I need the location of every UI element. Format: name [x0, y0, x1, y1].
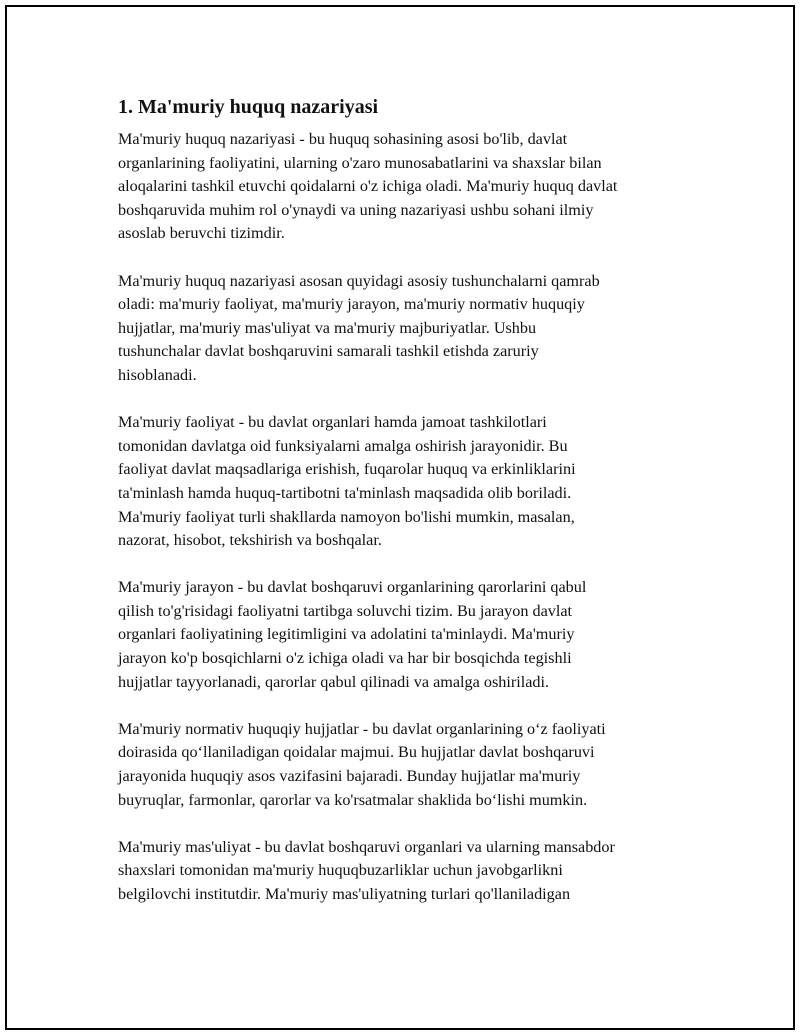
paragraph-administrative-liability: Ma'muriy mas'uliyat - bu davlat boshqaruvi organlari va ularning mansabdor shaxslari tomonidan ma'muriy huquqbuzarliklar uchun javobgarlikni belgilovchi institutdir. Ma'muriy mas'uliyatning turlari qo'llaniladigan [118, 837, 615, 903]
paragraph-concepts: Ma'muriy huquq nazariyasi asosan quyidagi asosiy tushunchalarni qamrab oladi: ma'muriy faoliyat, ma'muriy jarayon, ma'muriy normativ huquqiy hujjatlar, ma'muriy mas'uliyat va ma'muriy majburiyatlar. Ushbu tushunchalar davlat boshqaruvini samarali tashkil etishda zaruriy hisoblanadi. [118, 271, 600, 384]
section-title: 1. Ma'muriy huquq nazariyasi [118, 96, 379, 118]
paragraph-normative-acts: Ma'muriy normativ huquqiy hujjatlar - bu davlat organlarining o‘z faoliyati doirasida qo‘llaniladigan qoidalar majmui. Bu hujjatlar davlat boshqaruvi jarayonida huquqiy asos vazifasini bajaradi. Bunday hujjatlar ma'muriy buyruqlar, farmonlar, qarorlar va ko'rsatmalar shaklida bo‘lishi mumkin. [118, 719, 606, 809]
document-body [118, 94, 698, 930]
paragraph-administrative-process: Ma'muriy jarayon - bu davlat boshqaruvi organlarining qarorlarini qabul qilish to'g'risidagi faoliyatni tartibga soluvchi tizim. Bu jarayon davlat organlari faoliyatining legitimligini va adolatini ta'minlaydi. Ma'muriy jarayon ko'p bosqichlarni o'z ichiga oladi va har bir bosqichda tegishli hujjatlar tayyorlanadi, qarorlar qabul qilinadi va amalga oshiriladi. [118, 578, 587, 691]
paragraph-intro: Ma'muriy huquq nazariyasi - bu huquq sohasining asosi bo'lib, davlat organlarining faoliyatini, ularning o'zaro munosabatlarini va shaxslar bilan aloqalarini tashkil etuvchi qoidalarni o'z ichiga oladi. Ma'muriy huquq davlat boshqaruvida muhim rol o'ynaydi va uning nazariyasi ushbu sohani ilmiy asoslab beruvchi tizimdir. [118, 130, 618, 243]
paragraph-administrative-activity: Ma'muriy faoliyat - bu davlat organlari hamda jamoat tashkilotlari tomonidan davlatga oid funksiyalarni amalga oshirish jarayonidir. Bu faoliyat davlat maqsadlariga erishish, fuqarolar huquq va erkinliklarini ta'minlash hamda huquq-tartibotni ta'minlash maqsadida olib boriladi. Ma'muriy faoliyat turli shakllarda namoyon bo'lishi mumkin, masalan, nazorat, hisobot, tekshirish va boshqalar. [118, 413, 576, 550]
